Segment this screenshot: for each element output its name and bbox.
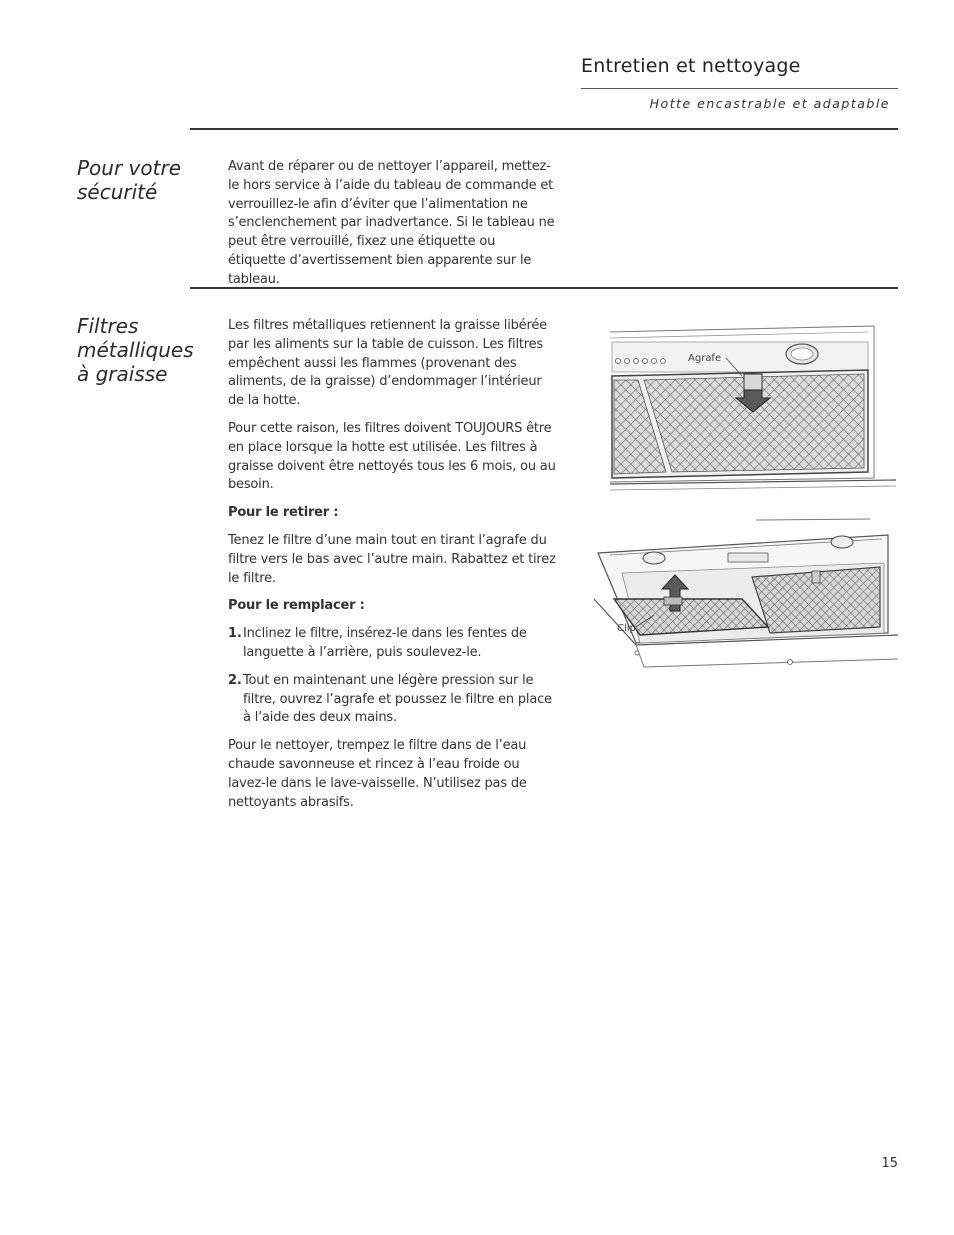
step-text: Inclinez le filtre, insérez-le dans les fentes de languette à l’arrière, puis soulevez-le. <box>243 626 527 660</box>
step-text: Tout en maintenant une légère pression sur le filtre, ouvrez l’agrafe et poussez le filtre en place à l’aide des deux mains. <box>243 672 552 726</box>
hood-filter-replace-illustration <box>592 515 900 680</box>
filters-title-line1: Filtres <box>77 314 139 338</box>
filters-para1: Les filtres métalliques retiennent la graisse libérée par les aliments sur la table de cuisson. Les filtres empêchent aussi les flammes (provenant des aliments, de la graisse) d’endommager l’intérieur de la hotte. <box>228 318 547 409</box>
step-number: 2. <box>228 672 242 688</box>
safety-title-line2: sécurité <box>77 180 158 204</box>
header-divider <box>581 88 898 89</box>
safety-title-line1: Pour votre <box>77 156 181 180</box>
step-number: 1. <box>228 626 242 642</box>
clip-label-agrafe: Agrafe <box>688 353 722 364</box>
hood-filter-removal-illustration <box>606 320 900 495</box>
filters-title-line2: métalliques <box>77 338 194 362</box>
section-divider-filters <box>190 287 898 289</box>
page-header-subtitle: Hotte encastrable et adaptable <box>649 96 890 111</box>
page-header-title: Entretien et nettoyage <box>581 55 801 77</box>
safety-body <box>228 158 556 299</box>
remove-heading: Pour le retirer : <box>228 505 339 521</box>
page-number: 15 <box>881 1156 898 1171</box>
section-divider-safety <box>190 128 898 130</box>
filters-section-title <box>77 314 217 386</box>
replace-heading: Pour le remplacer : <box>228 598 365 614</box>
remove-text: Tenez le filtre d’une main tout en tirant l’agrafe du filtre vers le bas avec l’autre main. Rabattez et tirez le filtre. <box>228 532 556 586</box>
filters-body <box>228 317 556 821</box>
filters-para2: Pour cette raison, les filtres doivent TOUJOURS être en place lorsque la hotte est utilisée. Les filtres à graisse doivent être nettoyés tous les 6 mois, ou au besoin. <box>228 420 556 493</box>
replace-step-2 <box>228 672 556 728</box>
replace-step-1 <box>228 625 556 663</box>
clean-text: Pour le nettoyer, trempez le filtre dans de l’eau chaude savonneuse et rincez à l’eau froide ou lavez-le dans le lave-vaisselle. N’utilisez pas de nettoyants abrasifs. <box>228 738 527 810</box>
safety-text: Avant de réparer ou de nettoyer l’appareil, mettez-le hors service à l’aide du tableau de commande et verrouillez-le afin d’éviter que l’alimentation ne s’enclenchement par inadvertance. Si le tableau ne peut être verrouillé, fixez une étiquette ou étiquette d’avertissement bien apparente sur le tableau. <box>228 159 555 287</box>
safety-section-title <box>77 156 217 204</box>
filters-title-line3: à graisse <box>77 362 168 386</box>
clip-label: Clip <box>617 623 636 634</box>
